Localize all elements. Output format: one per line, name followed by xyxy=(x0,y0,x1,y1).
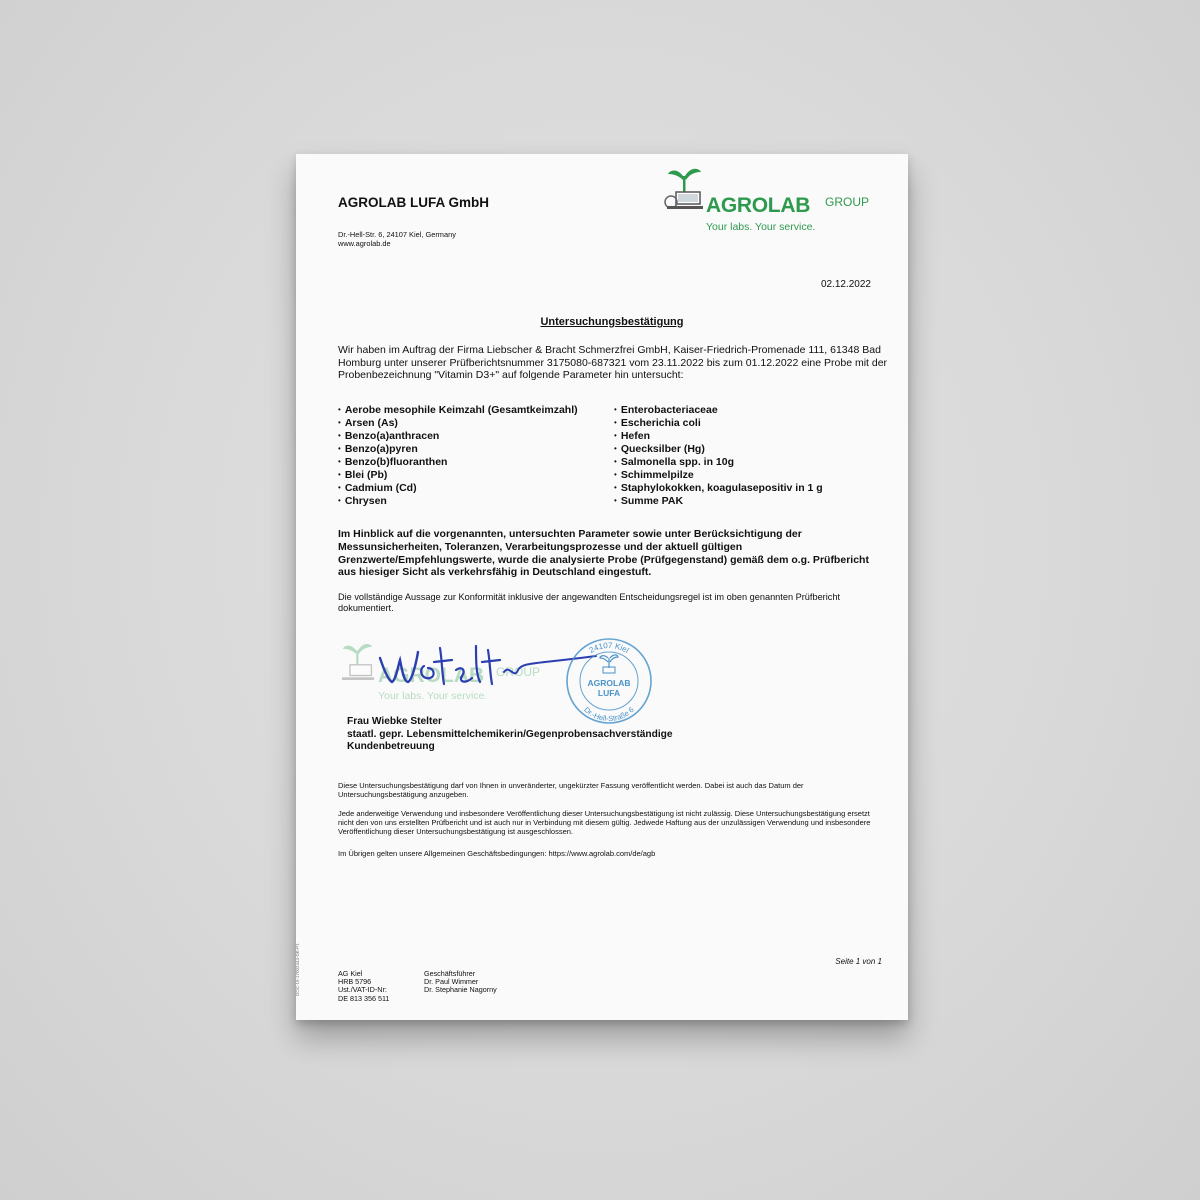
footer-registry-line: DE 813 356 511 xyxy=(338,993,390,1003)
parameter-item: • Benzo(a)anthracen xyxy=(338,430,578,443)
footer-registry-line: HRB 5796 xyxy=(338,977,372,987)
parameter-item: • Schimmelpilze xyxy=(614,469,823,482)
footer-management-line: Dr. Stephanie Nagorny xyxy=(424,985,497,995)
signer-name: Frau Wiebke Stelter xyxy=(347,716,443,727)
footer-registry-line: AG Kiel xyxy=(338,969,363,978)
parameter-item: • Arsen (As) xyxy=(338,417,578,430)
address-web: www.agrolab.de xyxy=(338,239,391,248)
parameter-item: • Chrysen xyxy=(338,495,578,508)
stamp-center-line2: LUFA xyxy=(597,688,621,698)
footer-management-line: Dr. Paul Wimmer xyxy=(424,977,479,987)
parameter-item: • Salmonella spp. in 10g xyxy=(614,456,823,469)
stamp-center-line1: AGROLAB xyxy=(587,678,631,688)
agrolab-logo xyxy=(663,162,883,242)
parameter-item: • Hefen xyxy=(614,430,823,443)
signer-block xyxy=(347,716,673,754)
fineprint-terms: Im Übrigen gelten unsere Allgemeinen Geschäftsbedingungen: https://www.agrolab.com/de/agb xyxy=(338,849,656,858)
parameter-item: • Summe PAK xyxy=(614,495,823,508)
document-title: Untersuchungsbestätigung xyxy=(540,316,684,328)
document-code: DOC-15-17002444-DE-P1 xyxy=(295,943,300,996)
parameter-item: • Cadmium (Cd) xyxy=(338,482,578,495)
page-number: Seite 1 von 1 xyxy=(835,957,882,966)
parameter-item: • Escherichia coli xyxy=(614,417,823,430)
intro-paragraph: Wir haben im Auftrag der Firma Liebscher & Bracht Schmerzfrei GmbH, Kaiser-Friedrich-Promenade 111, 61348 Bad Homburg unter unserer Prüfberichtsnummer 3175080-687321 vom 23.11.2022 bis zum 01.12.2022 eine Probe mit der Probenbezeichnung "Vitamin D3+" auf folgende Parameter hin untersucht: xyxy=(338,344,888,381)
stamp-bottom-text: Dr.-Hell-Straße 6 xyxy=(582,705,636,724)
company-address xyxy=(338,230,456,248)
footer-management xyxy=(424,970,497,995)
parameter-item: • Aerobe mesophile Keimzahl (Gesamtkeimzahl) xyxy=(338,404,578,417)
parameter-item: • Benzo(b)fluoranthen xyxy=(338,456,578,469)
logo-tagline: Your labs. Your service. xyxy=(706,221,816,233)
assessment-paragraph: Im Hinblick auf die vorgenannten, untersuchten Parameter sowie unter Berücksichtigung der Messunsicherheiten, Toleranzen, Verarbeitungsprozesse und der aktuell gültigen Grenzwerte/Empfehlungswerte, wurde die analysierte Probe (Prüfgegenstand) gemäß dem o.g. Prüfbericht aus hiesiger Sicht als verkehrsfähig in Deutschland eingestuft. xyxy=(338,528,869,579)
logo-group: GROUP xyxy=(825,195,870,209)
company-name: AGROLAB LUFA GmbH xyxy=(338,195,489,210)
document-page xyxy=(296,154,908,1020)
parameter-item: • Blei (Pb) xyxy=(338,469,578,482)
svg-text:24107 Kiel xyxy=(588,641,631,655)
signer-role: Kundenbetreuung xyxy=(347,741,435,752)
parameter-item: • Benzo(a)pyren xyxy=(338,443,578,456)
lab-plant-icon xyxy=(338,638,378,688)
parameter-list-left xyxy=(338,404,578,508)
stamp-graphic xyxy=(564,636,654,726)
stamp-top-text: 24107 Kiel xyxy=(587,640,631,655)
watermark-group: GROUP xyxy=(496,665,541,679)
watermark-wordmark: AGROLAB xyxy=(378,664,485,687)
fineprint-restrictions: Jede anderweitige Verwendung und insbesondere Veröffentlichung dieser Untersuchungsbestätigung ist nicht zulässig. Diese Untersuchungsbestätigung ersetzt nicht den von uns erstellten Prüfbericht und ist auch nur in Verbindung mit diesem gültig. Jedwede Haftung aus der unzulässigen Verwendung und insbesondere Veröffentlichung dieser Untersuchungsbestätigung ist ausgeschlossen. xyxy=(338,809,871,836)
conformity-note: Die vollständige Aussage zur Konformität inklusive der angewandten Entscheidungsregel ist im oben genannten Prüfbericht dokumentiert. xyxy=(338,592,841,613)
fineprint-publication: Diese Untersuchungsbestätigung darf von Ihnen in unveränderter, ungekürzter Fassung veröffentlicht werden. Dabei ist auch das Datum der Untersuchungsbestätigung anzugeben. xyxy=(338,781,804,799)
address-street: Dr.-Hell-Str. 6, 24107 Kiel, Germany xyxy=(338,230,456,239)
parameter-item: • Enterobacteriaceae xyxy=(614,404,823,417)
footer-management-line: Geschäftsführer xyxy=(424,969,476,978)
company-stamp xyxy=(564,636,654,726)
parameter-item: • Quecksilber (Hg) xyxy=(614,443,823,456)
parameter-list-right xyxy=(614,404,823,508)
document-date: 02.12.2022 xyxy=(820,279,871,290)
logo-wordmark: AGROLAB xyxy=(706,194,811,217)
footer-registry xyxy=(338,970,389,1003)
parameter-item: • Staphylokokken, koagulasepositiv in 1 g xyxy=(614,482,823,495)
footer-registry-line: Ust./VAT-ID-Nr: xyxy=(338,985,387,995)
signer-title: staatl. gepr. Lebensmittelchemikerin/Gegenprobensachverständige xyxy=(347,728,673,740)
lab-plant-icon xyxy=(663,162,707,218)
watermark-tagline: Your labs. Your service. xyxy=(378,690,488,702)
